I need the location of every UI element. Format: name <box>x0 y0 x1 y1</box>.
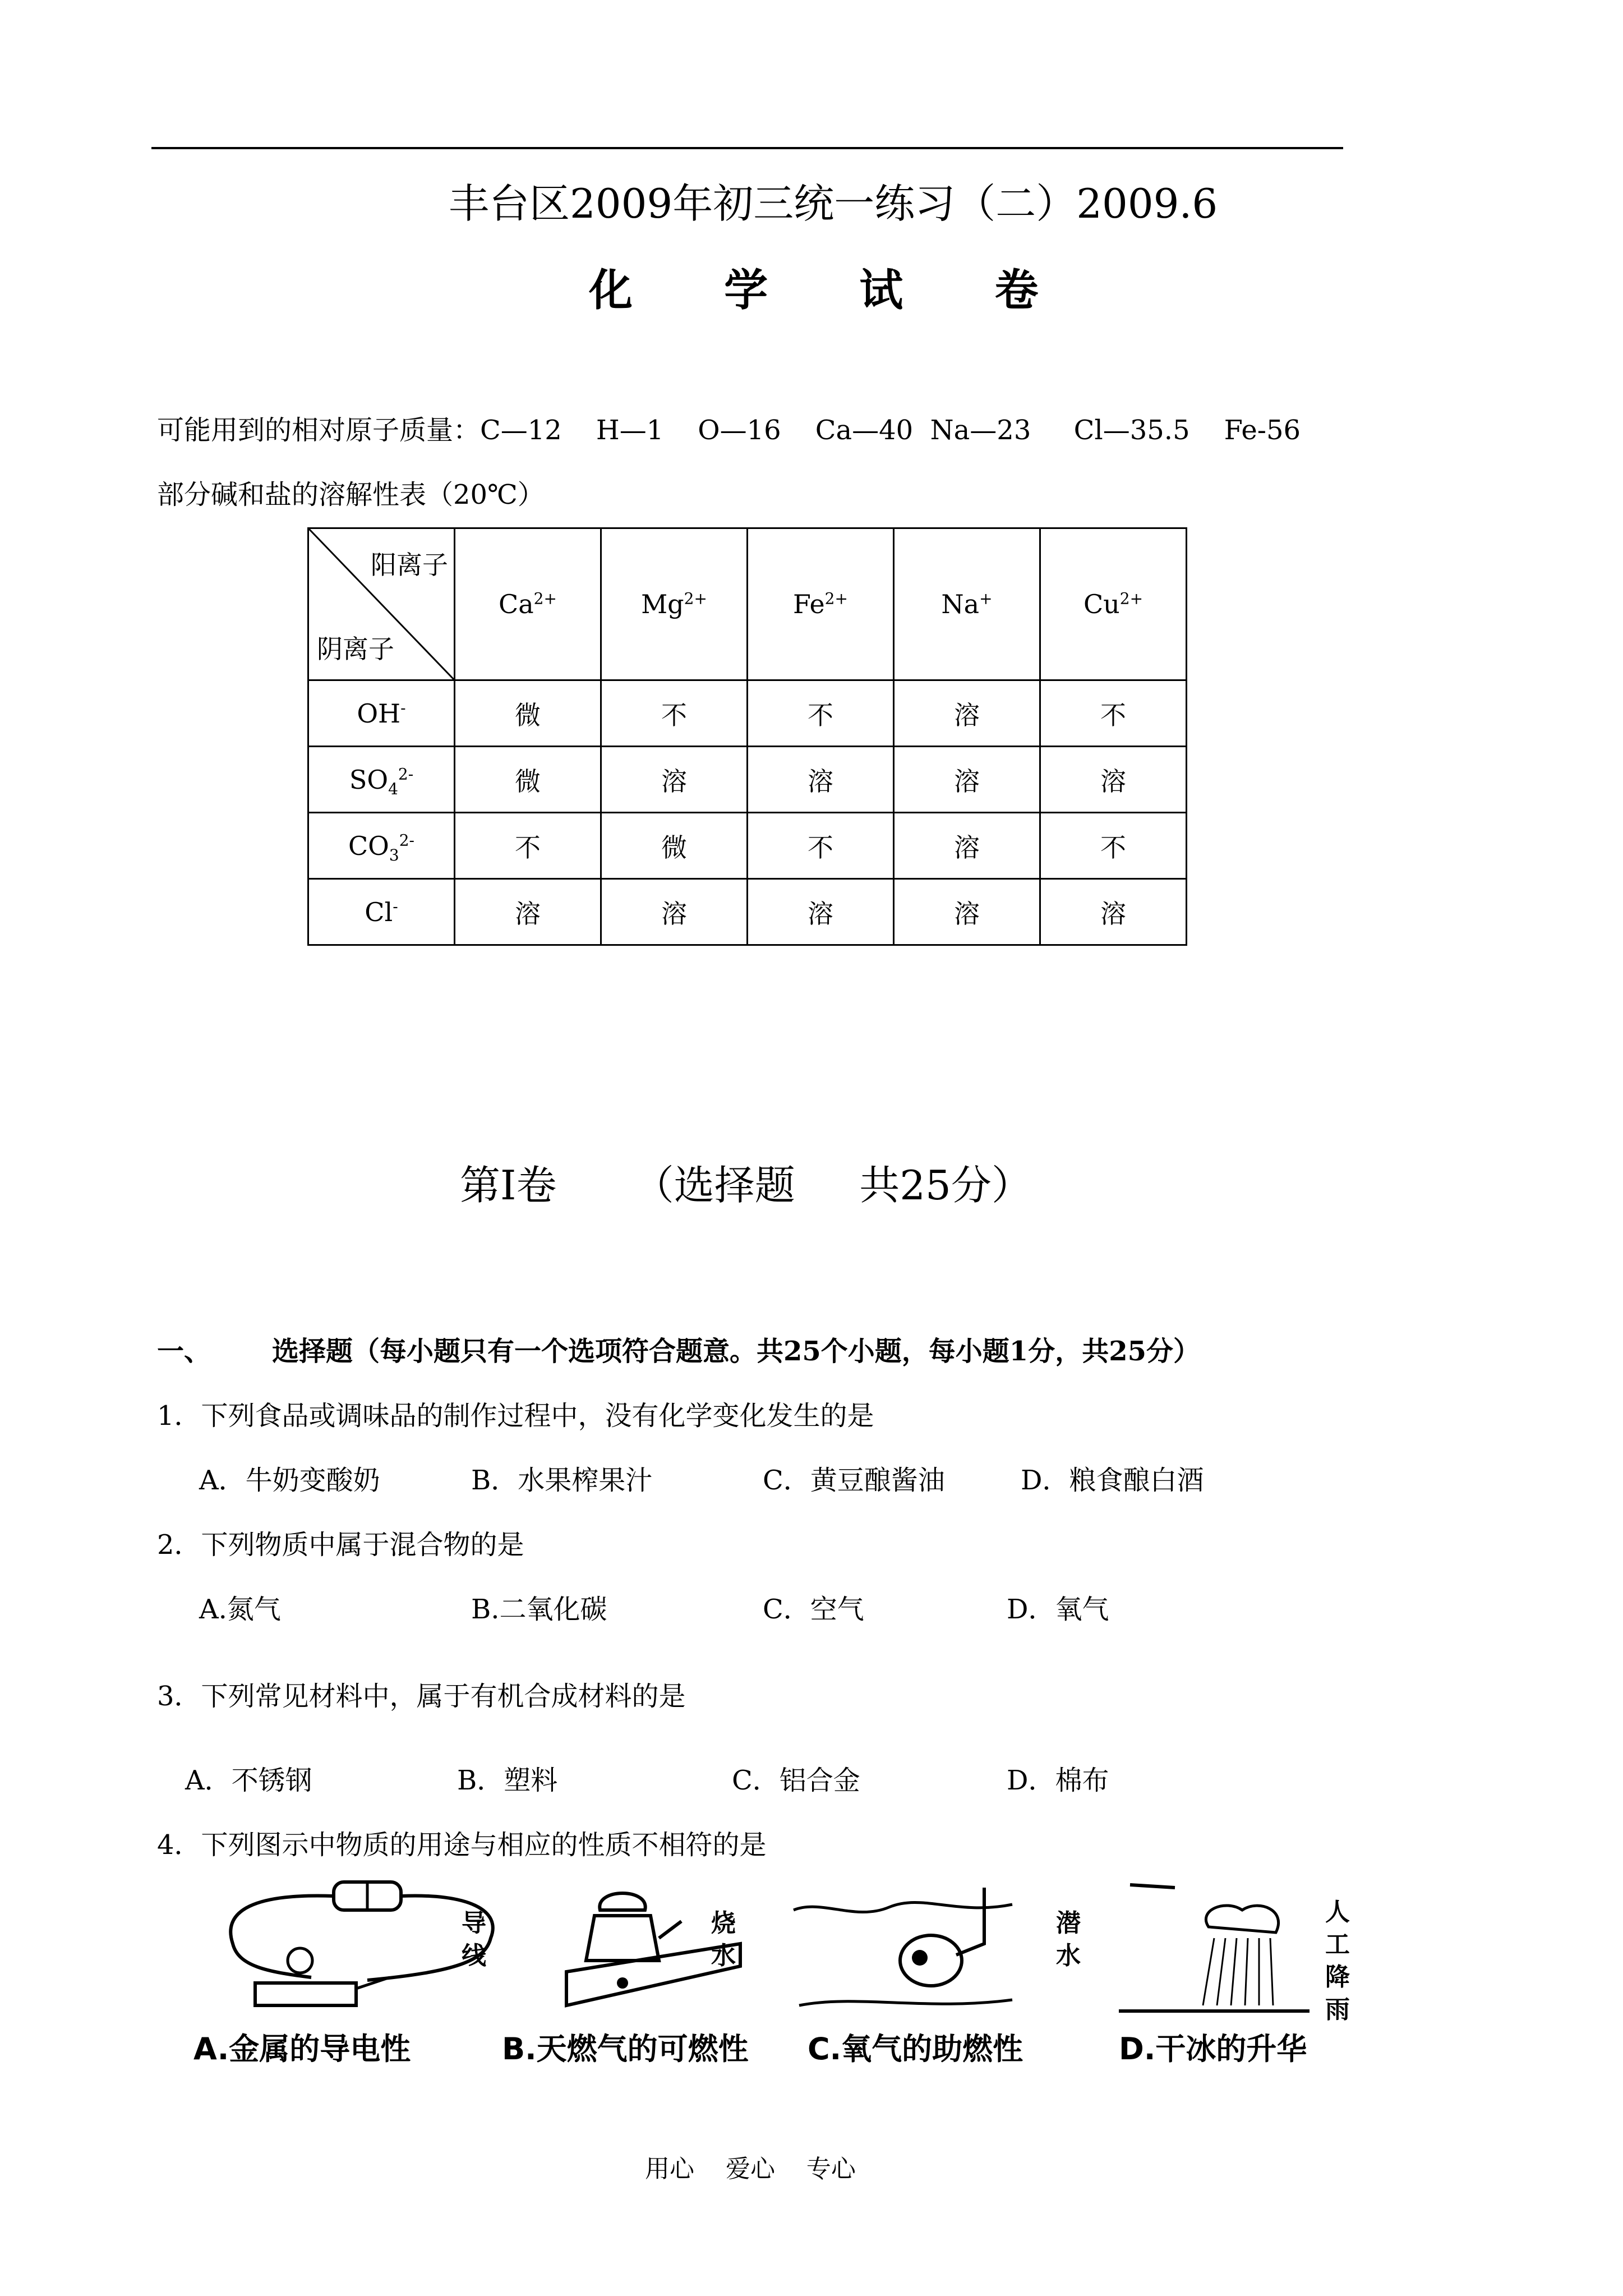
option: C．空气 <box>763 1594 864 1625</box>
anion-cell: $CO_3^{2-}$ <box>308 813 455 879</box>
table-row <box>308 813 1187 879</box>
caption-rain: 人工降雨 <box>1325 1898 1350 2024</box>
table-cell: 不 <box>1040 813 1187 879</box>
caption-dive: 潜水 <box>1056 1909 1081 1970</box>
table-cell: 溶 <box>455 879 601 945</box>
diver-illustration <box>788 1876 1023 2022</box>
figure-label-c: C.氧气的助燃性 <box>808 2031 1023 2067</box>
anion-cell: OH- <box>308 680 455 747</box>
anion-cell: $SO_4^{2-}$ <box>308 747 455 813</box>
figure-label-d: D.干冰的升华 <box>1119 2031 1307 2067</box>
table-cell: 溶 <box>748 879 894 945</box>
question-stem: 3．下列常见材料中，属于有机合成材料的是 <box>157 1681 686 1712</box>
table-row <box>308 747 1187 813</box>
option: A.氮气 <box>199 1594 281 1625</box>
table-cell: 溶 <box>894 747 1040 813</box>
figure-label-a: A.金属的导电性 <box>193 2031 411 2067</box>
question-stem: 2．下列物质中属于混合物的是 <box>157 1529 524 1561</box>
table-cell: 不 <box>748 813 894 879</box>
table-cell: 溶 <box>894 813 1040 879</box>
table-cell: 溶 <box>894 680 1040 747</box>
option: A．牛奶变酸奶 <box>199 1465 380 1496</box>
top-rule <box>151 147 1343 149</box>
page-footer: 用心 爱心 专心 <box>645 2155 856 2183</box>
option: C．铝合金 <box>732 1765 860 1796</box>
section-title: 第Ⅰ卷 （选择题 共25分） <box>460 1162 1032 1209</box>
table-cell: 不 <box>601 680 748 747</box>
table-cell: 溶 <box>748 747 894 813</box>
table-cell: 溶 <box>601 747 748 813</box>
corner-cell <box>308 528 455 680</box>
instruction-number: 一、 <box>157 1336 211 1367</box>
option: D．棉布 <box>1007 1765 1109 1796</box>
artificial-rain-illustration <box>1113 1876 1315 2022</box>
table-cell: 不 <box>1040 680 1187 747</box>
anion-cell: Cl- <box>308 879 455 945</box>
cation-header: $Mg^{2+}$ <box>601 528 748 680</box>
cation-heading: 阳离子 <box>371 550 448 580</box>
instruction-text: 选择题（每小题只有一个选项符合题意。共25个小题，每小题1分，共25分） <box>272 1336 1200 1367</box>
solubility-table <box>307 527 1187 946</box>
option: B.二氧化碳 <box>471 1594 607 1625</box>
table-cell: 不 <box>748 680 894 747</box>
cation-header: Na+ <box>894 528 1040 680</box>
table-row <box>308 680 1187 747</box>
question-stem: 1．下列食品或调味品的制作过程中，没有化学变化发生的是 <box>157 1400 874 1432</box>
table-cell: 溶 <box>894 879 1040 945</box>
table-caption: 部分碱和盐的溶解性表（20℃） <box>157 479 545 510</box>
table-row <box>308 879 1187 945</box>
option: D．粮食酿白酒 <box>1021 1465 1204 1496</box>
table-cell: 微 <box>601 813 748 879</box>
table-cell: 微 <box>455 747 601 813</box>
option: A．不锈钢 <box>185 1765 312 1796</box>
option: C．黄豆酿酱油 <box>763 1465 945 1496</box>
table-cell: 溶 <box>1040 879 1187 945</box>
cation-header: $Ca^{2+}$ <box>455 528 601 680</box>
atomic-masses: 可能用到的相对原子质量：C—12 H—1 O—16 Ca—40 Na—23 Cl—35.5 Fe-56 <box>157 415 1301 446</box>
option: B．水果榨果汁 <box>471 1465 653 1496</box>
option: D．氧气 <box>1007 1594 1109 1625</box>
table-cell: 微 <box>455 680 601 747</box>
caption-boil: 烧水 <box>711 1909 736 1970</box>
question-stem: 4．下列图示中物质的用途与相应的性质不相符的是 <box>157 1829 767 1861</box>
caption-wire: 导线 <box>462 1909 486 1970</box>
cation-header: $Fe^{2+}$ <box>748 528 894 680</box>
option: B．塑料 <box>457 1765 558 1796</box>
table-cell: 溶 <box>1040 747 1187 813</box>
cation-header: $Cu^{2+}$ <box>1040 528 1187 680</box>
subject-title: 化 学 试 卷 <box>589 265 1077 316</box>
table-cell: 溶 <box>601 879 748 945</box>
anion-heading: 阴离子 <box>317 634 394 664</box>
figure-label-b: B.天燃气的可燃性 <box>502 2031 749 2067</box>
table-cell: 不 <box>455 813 601 879</box>
page-title: 丰台区2009年初三统一练习（二）2009.6 <box>449 180 1218 227</box>
